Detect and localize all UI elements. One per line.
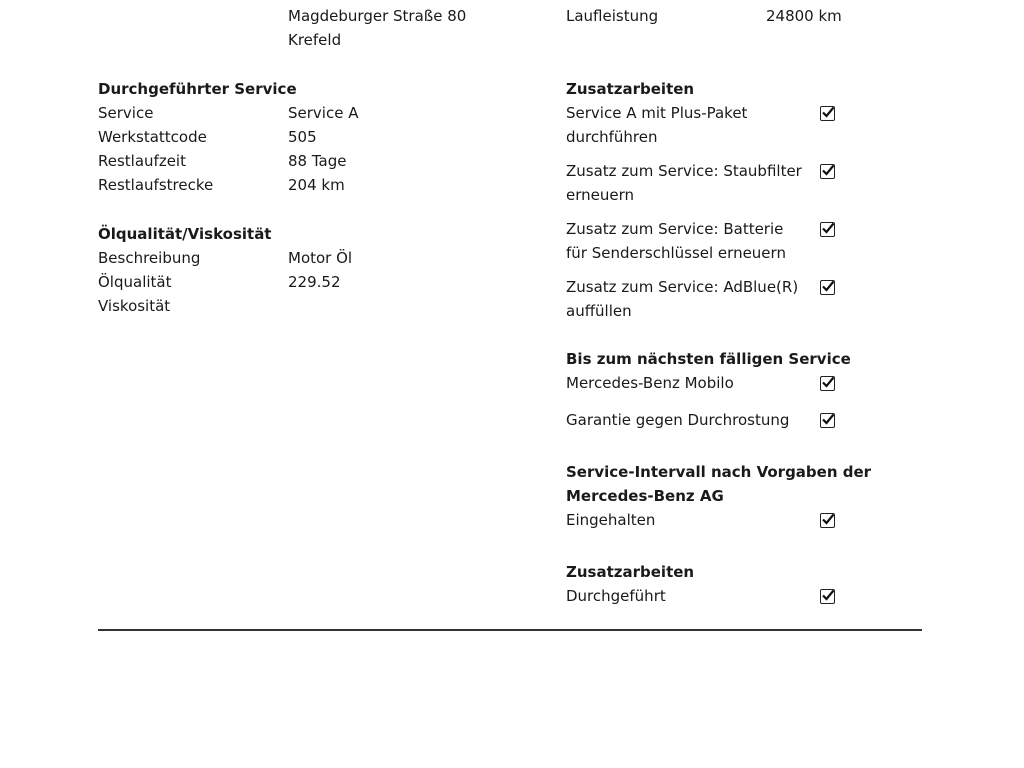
checked-checkbox-icon[interactable] <box>820 513 835 528</box>
next-service-item <box>566 408 846 432</box>
checked-checkbox-icon[interactable] <box>820 376 835 391</box>
extra-work-item-line1: Service A mit Plus-Paket <box>566 104 748 122</box>
service-value: Service A <box>288 104 359 122</box>
next-service-heading: Bis zum nächsten fälligen Service <box>566 350 851 368</box>
extra-work-item <box>566 217 846 265</box>
remaining-distance-label: Restlaufstrecke <box>98 176 214 194</box>
oil-description-label: Beschreibung <box>98 249 201 267</box>
next-service-item-label: Mercedes-Benz Mobilo <box>566 374 734 392</box>
next-service-item <box>566 371 846 395</box>
address-street: Magdeburger Straße 80 <box>288 7 467 25</box>
workshop-code-label: Werkstattcode <box>98 128 207 146</box>
extra-work-item <box>566 101 846 149</box>
section-divider <box>98 629 922 631</box>
extra-work-2-heading: Zusatzarbeiten <box>566 563 695 581</box>
mileage-value: 24800 km <box>766 7 842 25</box>
extra-work-2-item-label: Durchgeführt <box>566 587 666 605</box>
extra-work-item-line2: auffüllen <box>566 302 632 320</box>
extra-work-item-line2: für Senderschlüssel erneuern <box>566 244 786 262</box>
oil-quality-value: 229.52 <box>288 273 341 291</box>
workshop-code-value: 505 <box>288 128 317 146</box>
checked-checkbox-icon[interactable] <box>820 164 835 179</box>
checked-checkbox-icon[interactable] <box>820 106 835 121</box>
service-heading: Durchgeführter Service <box>98 80 297 98</box>
oil-heading: Ölqualität/Viskosität <box>98 225 272 243</box>
checked-checkbox-icon[interactable] <box>820 413 835 428</box>
remaining-time-label: Restlaufzeit <box>98 152 186 170</box>
extra-work-item-line1: Zusatz zum Service: Batterie <box>566 220 784 238</box>
extra-work-2-item <box>566 584 846 608</box>
oil-quality-label: Ölqualität <box>98 273 172 291</box>
next-service-item-label: Garantie gegen Durchrostung <box>566 411 790 429</box>
mileage-label: Laufleistung <box>566 7 659 25</box>
checked-checkbox-icon[interactable] <box>820 589 835 604</box>
interval-item <box>566 508 846 532</box>
remaining-time-value: 88 Tage <box>288 152 347 170</box>
address-city: Krefeld <box>288 31 342 49</box>
interval-heading-line1: Service-Intervall nach Vorgaben der <box>566 463 872 481</box>
checked-checkbox-icon[interactable] <box>820 280 835 295</box>
extra-work-item-line2: erneuern <box>566 186 635 204</box>
extra-work-item-line1: Zusatz zum Service: Staubfilter <box>566 162 802 180</box>
remaining-distance-value: 204 km <box>288 176 345 194</box>
extra-work-item-line1: Zusatz zum Service: AdBlue(R) <box>566 278 799 296</box>
extra-work-item <box>566 159 846 207</box>
extra-work-item <box>566 275 846 323</box>
extra-work-item-line2: durchführen <box>566 128 658 146</box>
oil-description-value: Motor Öl <box>288 249 353 267</box>
checked-checkbox-icon[interactable] <box>820 222 835 237</box>
extra-work-heading: Zusatzarbeiten <box>566 80 695 98</box>
interval-item-label: Eingehalten <box>566 511 656 529</box>
service-label: Service <box>98 104 154 122</box>
mileage-row <box>566 4 846 28</box>
viscosity-label: Viskosität <box>98 297 171 315</box>
interval-heading-line2: Mercedes-Benz AG <box>566 487 724 505</box>
